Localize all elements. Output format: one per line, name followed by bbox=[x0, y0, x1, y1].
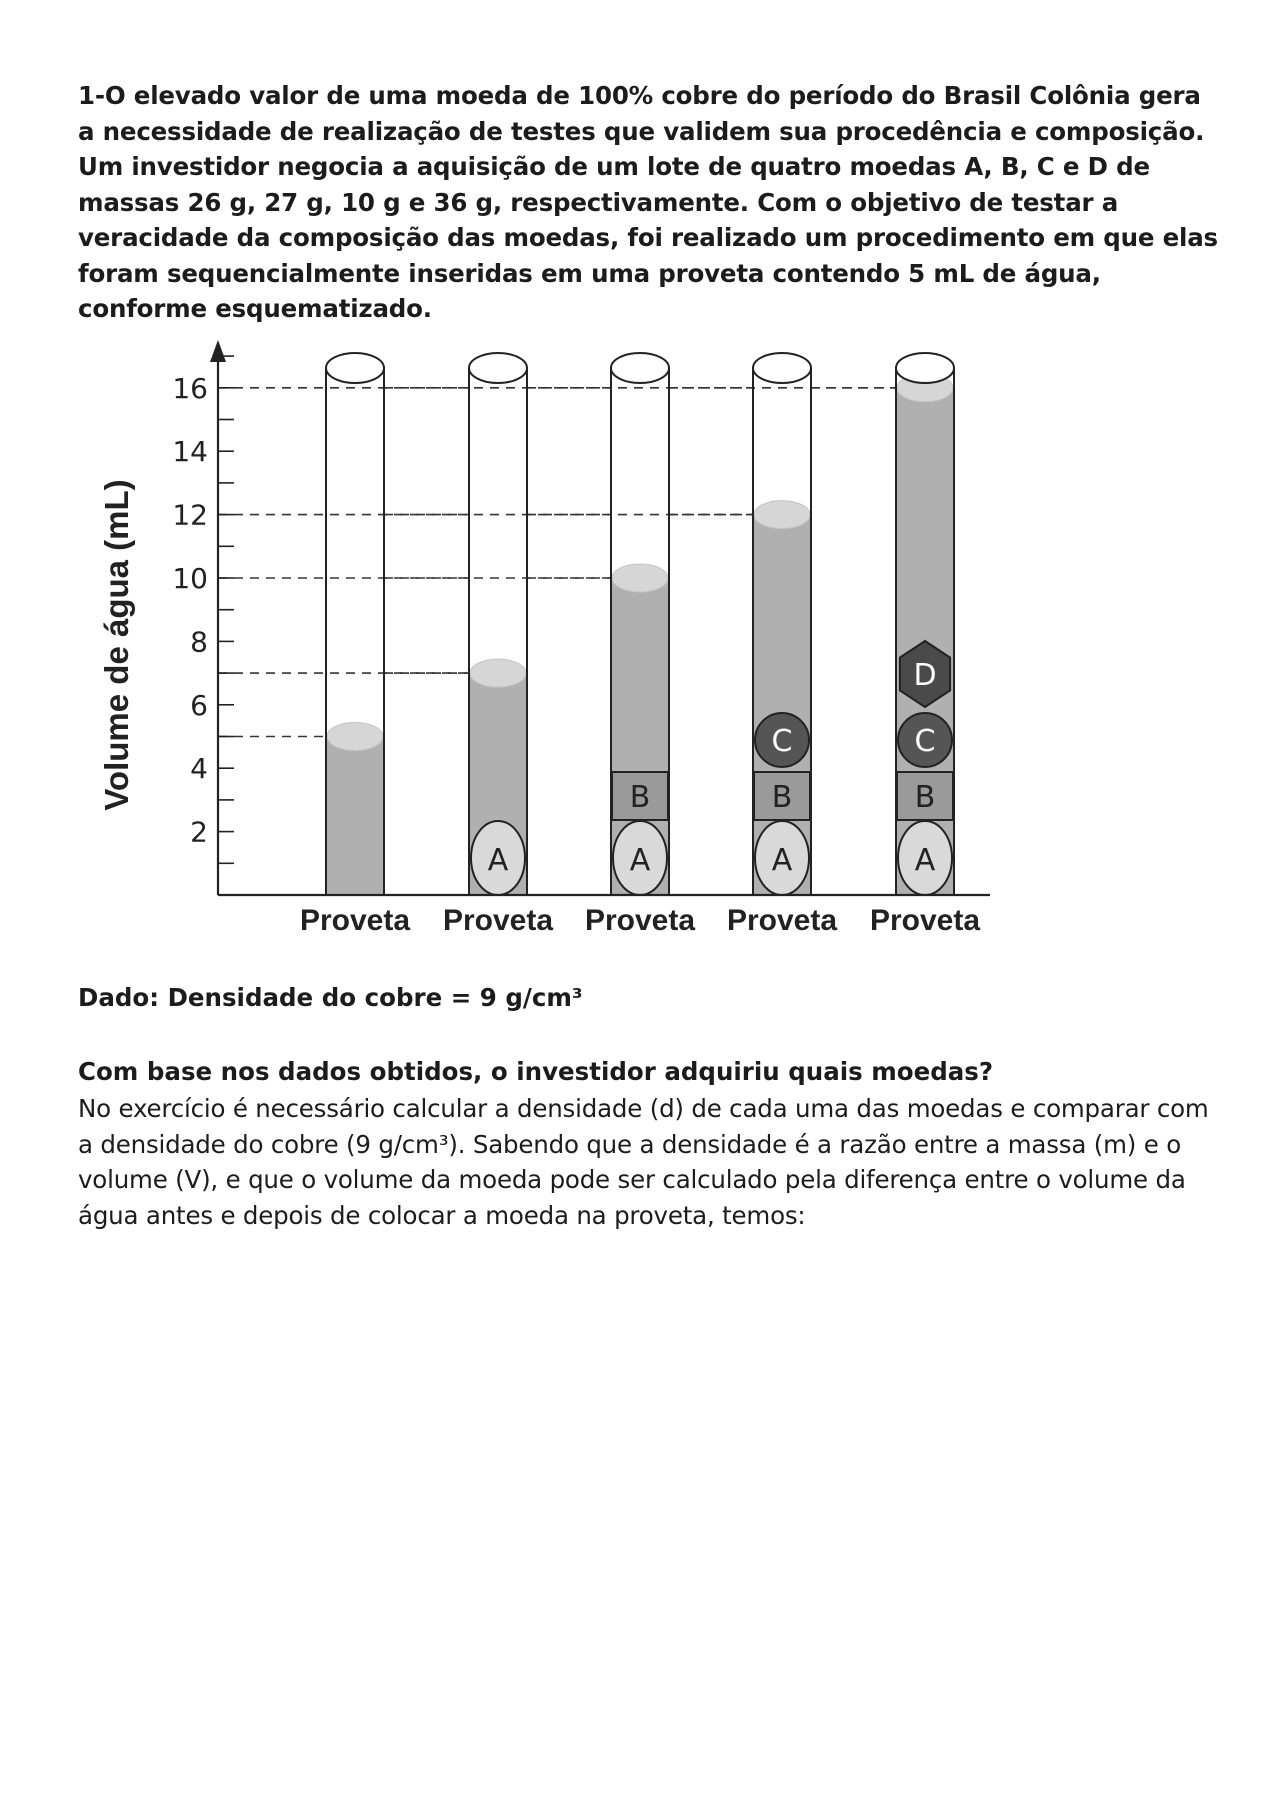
coin-b-label: B bbox=[629, 780, 651, 815]
coin-b-label: B bbox=[914, 780, 936, 815]
cylinder-figure bbox=[90, 330, 1010, 950]
y-tick-label: 6 bbox=[190, 688, 208, 722]
water-meniscus bbox=[470, 659, 526, 687]
water-meniscus bbox=[612, 564, 668, 592]
given-data: Dado: Densidade do cobre = 9 g/cm³ bbox=[78, 983, 583, 1012]
coin-a-label: A bbox=[629, 843, 651, 878]
y-tick-label: 14 bbox=[172, 435, 208, 469]
question-prompt: Com base nos dados obtidos, o investidor adquiriu quais moedas? bbox=[78, 1057, 994, 1086]
coin-c-label: C bbox=[771, 724, 793, 759]
cylinder-rim bbox=[469, 353, 527, 383]
y-tick-label: 10 bbox=[172, 562, 208, 595]
cylinder bbox=[727, 353, 837, 937]
y-tick-label: 16 bbox=[172, 371, 208, 405]
coin-a-label: A bbox=[914, 843, 936, 878]
explanation-text: No exercício é necessário calcular a densidade (d) de cada uma das moedas e comparar com a densidade do cobre (9 g/cm³). Sabendo que a densidade é a razão entre a massa (m) e o volume (V), e que o volume da moeda pode ser calculado pela diferença entre o volume da água antes e depois de colocar a moeda na proveta, temos: bbox=[78, 1094, 1209, 1230]
coin-d-label: D bbox=[913, 658, 937, 693]
coin-b-label: B bbox=[771, 780, 793, 815]
cylinder-rim bbox=[753, 353, 811, 383]
cylinder-diagram bbox=[90, 330, 1010, 950]
cylinder-label: Proveta bbox=[442, 904, 554, 937]
cylinder bbox=[300, 353, 410, 937]
water-meniscus bbox=[327, 723, 383, 751]
y-tick-label: 12 bbox=[172, 498, 208, 532]
cylinder-label: Proveta bbox=[869, 904, 981, 937]
water-meniscus bbox=[754, 501, 810, 529]
cylinder-label: Proveta bbox=[584, 904, 696, 937]
y-tick-label: 8 bbox=[190, 625, 208, 659]
cylinder bbox=[870, 353, 980, 937]
cylinder-rim bbox=[326, 353, 384, 383]
cylinder bbox=[585, 353, 695, 937]
cylinder-label: Proveta bbox=[299, 904, 411, 937]
cylinder bbox=[443, 353, 553, 937]
question-text: 1-O elevado valor de uma moeda de 100% cobre do período do Brasil Colônia gera a necessidade de realização de testes que validem sua procedência e composição. Um investidor negocia a aquisição de um lote de quatro moedas A, B, C e D de massas 26 g, 27 g, 10 g e 36 g, respectivamente. Com o objetivo de testar a veracidade da composição das moedas, foi realizado um procedimento em que elas foram sequencialmente inseridas em uma proveta contendo 5 mL de água, conforme esquematizado. bbox=[78, 81, 1218, 323]
y-tick-label: 2 bbox=[190, 815, 208, 849]
coin-a-label: A bbox=[771, 843, 793, 878]
y-axis-label: Volume de água (mL) bbox=[98, 479, 135, 811]
cylinder-rim bbox=[896, 353, 954, 383]
y-axis-arrow bbox=[210, 340, 226, 362]
coin-c-label: C bbox=[914, 724, 936, 759]
cylinder-label: Proveta bbox=[726, 904, 838, 937]
y-tick-label: 4 bbox=[190, 752, 208, 786]
cylinder-rim bbox=[611, 353, 669, 383]
coin-a-label: A bbox=[487, 843, 509, 878]
water-column bbox=[326, 737, 384, 896]
